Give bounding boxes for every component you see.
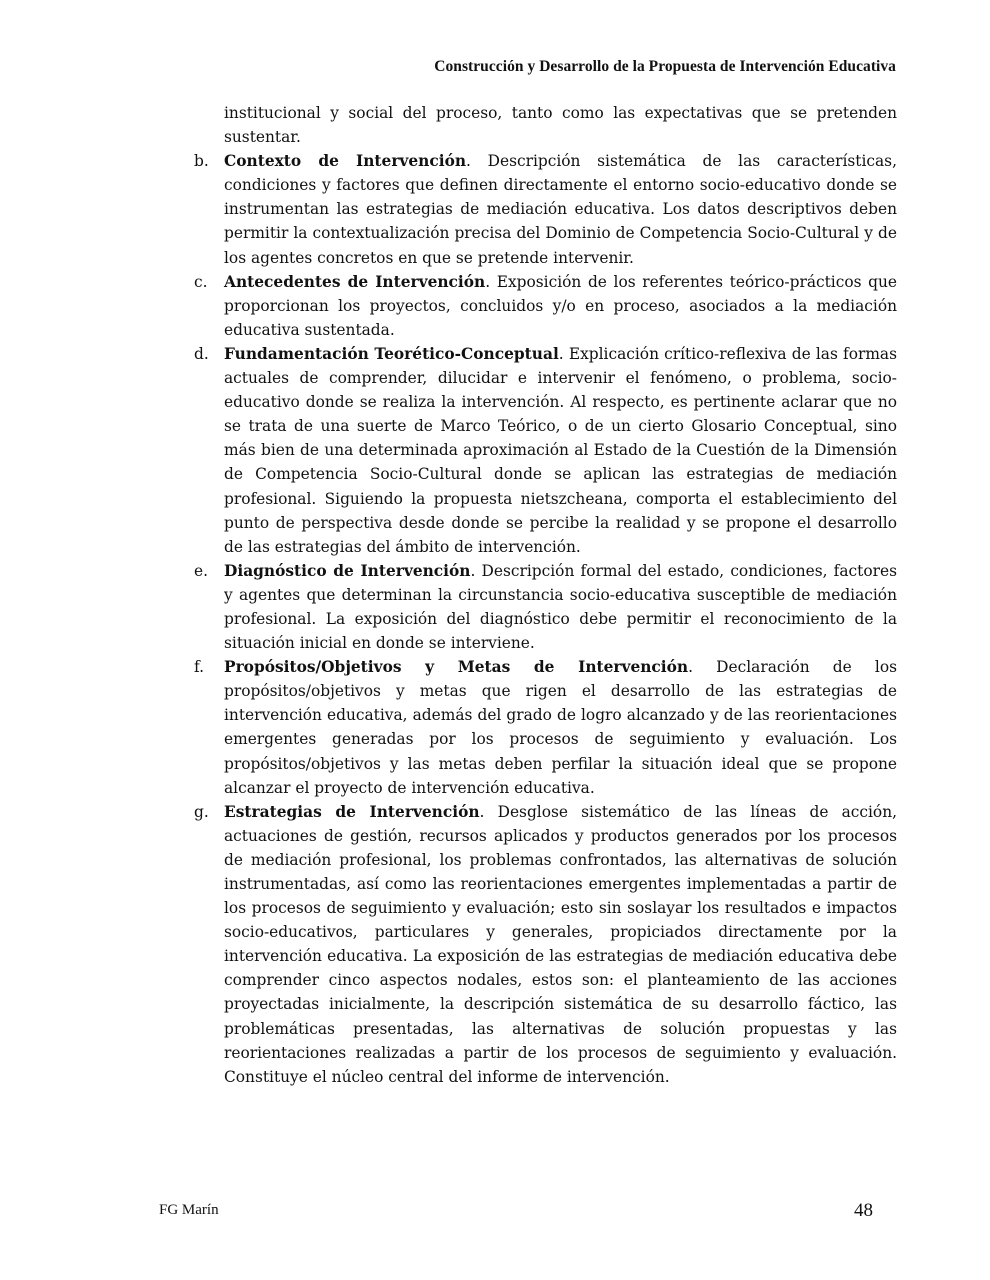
list-item-term: Diagnóstico de Intervención xyxy=(224,561,471,580)
list-item-text: . Desglose sistemático de las líneas de acción, actuaciones de gestión, recursos aplicados y productos generados por los procesos de mediación profesional, los problemas confrontados, las alternativas de solución instrumentadas, así como las reorientaciones emergentes implementadas a partir de los procesos de seguimiento y evaluación; esto sin soslayar los resultados e impactos socio-educativos, particulares y generales, propiciados directamente por la intervención educativa. La exposición de las estrategias de mediación educativa debe comprender cinco aspectos nodales, estos son: el planteamiento de las acciones proyectadas inicialmente, la descripción sistemática de su desarrollo fáctico, las problemáticas presentadas, las alternativas de solución propuestas y las reorientaciones realizadas a partir de los procesos de seguimiento y evaluación. Constituye el núcleo central del informe de intervención. xyxy=(224,802,897,1086)
list-item-c xyxy=(190,270,897,342)
section-list xyxy=(190,149,897,1089)
list-marker: d. xyxy=(194,344,209,363)
intro-paragraph: institucional y social del proceso, tanto como las expectativas que se pretenden sustentar. xyxy=(224,104,897,147)
list-item-body xyxy=(224,800,897,1089)
list-item-body xyxy=(224,559,897,655)
list-item-term: Estrategias de Intervención xyxy=(224,802,480,821)
list-item-text: . Descripción formal del estado, condiciones, factores y agentes que determinan la circunstancia socio-educativa susceptible de mediación profesional. La exposición del diagnóstico debe permitir el reconocimiento de la situación inicial en donde se interviene. xyxy=(224,561,897,653)
list-item-text: . Explicación crítico-reflexiva de las formas actuales de comprender, dilucidar e intervenir el fenómeno, o problema, socio-educativo donde se realiza la intervención. Al respecto, es pertinente aclarar que no se trata de una suerte de Marco Teórico, o de un cierto Glosario Conceptual, sino más bien de una determinada aproximación al Estado de la Cuestión de la Dimensión de Competencia Socio-Cultural donde se aplican las estrategias de mediación profesional. Siguiendo la propuesta nietszcheana, comporta el establecimiento del punto de perspectiva desde donde se percibe la realidad y se propone el desarrollo de las estrategias del ámbito de intervención. xyxy=(224,344,897,556)
list-item-text: . Declaración de los propósitos/objetivos y metas que rigen el desarrollo de las estrategias de intervención educativa, además del grado de logro alcanzado y de las reorientaciones emergentes generadas por los procesos de seguimiento y evaluación. Los propósitos/objetivos y las metas deben perfilar la situación ideal que se propone alcanzar el proyecto de intervención educativa. xyxy=(224,658,897,797)
footer-author: FG Marín xyxy=(159,1202,219,1218)
list-item-e xyxy=(190,559,897,655)
page-header-title: Construcción y Desarrollo de la Propuesta de Intervención Educativa xyxy=(434,58,896,75)
list-marker: b. xyxy=(194,152,209,171)
list-marker: g. xyxy=(194,802,209,821)
list-item-g xyxy=(190,800,897,1089)
list-item-d xyxy=(190,342,897,559)
list-marker: f. xyxy=(194,658,205,677)
list-item-text: . Descripción sistemática de las características, condiciones y factores que definen directamente el entorno socio-educativo donde se instrumentan las estrategias de mediación educativa. Los datos descriptivos deben permitir la contextualización precisa del Dominio de Competencia Socio-Cultural y de los agentes concretos en que se pretende intervenir. xyxy=(224,152,897,267)
list-item-term: Propósitos/Objetivos y Metas de Intervención xyxy=(224,658,689,677)
list-item-body xyxy=(224,270,897,342)
list-marker: e. xyxy=(194,561,209,580)
list-item-body xyxy=(224,149,897,269)
list-item-term: Antecedentes de Intervención xyxy=(224,272,486,291)
list-item-body xyxy=(224,342,897,559)
list-marker: c. xyxy=(194,272,208,291)
list-item-f xyxy=(190,655,897,800)
page-number: 48 xyxy=(854,1200,873,1221)
list-item-term: Fundamentación Teorético-Conceptual xyxy=(224,344,559,363)
list-item-b xyxy=(190,149,897,269)
list-item-term: Contexto de Intervención xyxy=(224,152,467,171)
list-item-text: . Exposición de los referentes teórico-prácticos que proporcionan los proyectos, concluidos y/o en proceso, asociados a la mediación educativa sustentada. xyxy=(224,272,897,339)
document-body xyxy=(190,101,897,1089)
list-item-body xyxy=(224,655,897,800)
